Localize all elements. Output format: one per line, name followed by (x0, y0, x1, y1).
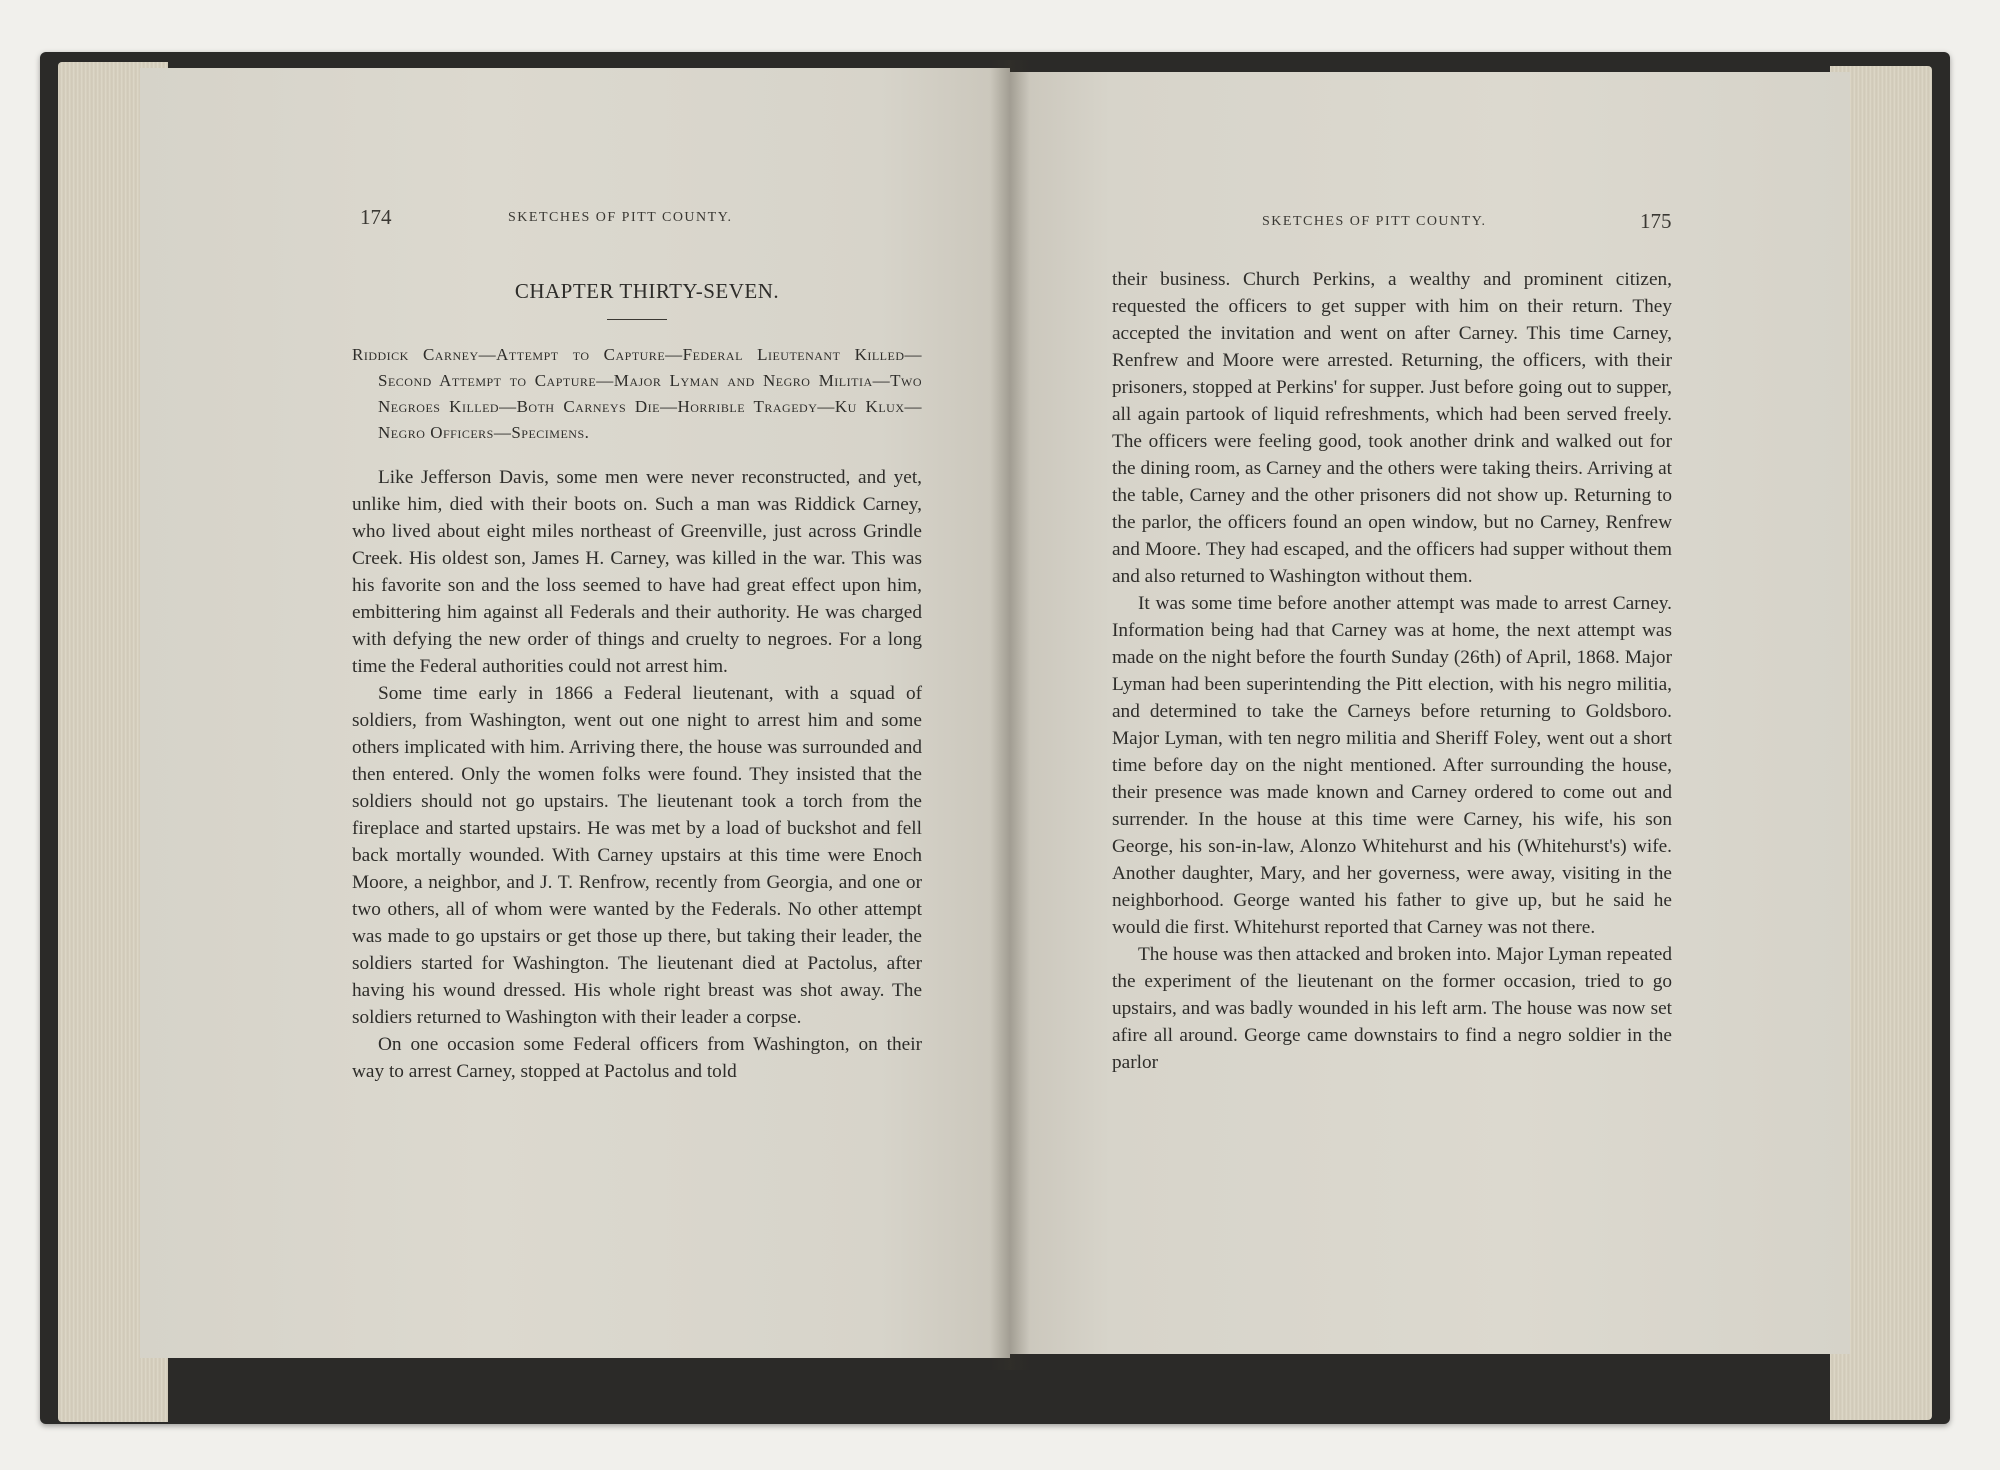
paragraph: On one occasion some Federal officers from Washington, on their way to arrest Carney, stopped at Pactolus and told (352, 1034, 922, 1082)
paragraph: Some time early in 1866 a Federal lieutenant, with a squad of soldiers, from Washington, went out one night to arrest him and some others implicated with him. Arriving there, the house was surrounded and then entered. Only the women folks were found. They insisted that the soldiers should not go upstairs. The lieutenant took a torch from the fireplace and started upstairs. He was met by a load of buckshot and fell back mortally wounded. With Carney upstairs at this time were Enoch Moore, a neighbor, and J. T. Renfrow, recently from Georgia, and one or two others, all of whom were wanted by the Federals. No other attempt was made to go upstairs or get those up there, but taking their leader, the soldiers started for Washington. The lieutenant died at Pactolus, after having his wound dressed. His whole right breast was shot away. The soldiers returned to Washington with their leader a corpse. (352, 683, 922, 1028)
book-gutter (990, 60, 1030, 1370)
title-rule (607, 319, 667, 320)
running-head: SKETCHES OF PITT COUNTY. (1262, 214, 1487, 229)
right-page-header (1010, 209, 1850, 244)
paragraph: The house was then attacked and broken into. Major Lyman repeated the experiment of the lieutenant on the former occasion, tried to go upstairs, and was badly wounded in his left arm. The house was now set afire all around. George came downstairs to find a negro soldier in the parlor (1112, 944, 1672, 1073)
left-page-header (140, 205, 1010, 240)
page-number: 174 (360, 205, 392, 229)
paragraph: their business. Church Perkins, a wealthy and prominent citizen, requested the officers to get supper with him on their return. They accepted the invitation and went on after Carney. This time Carney, Renfrew and Moore were arrested. Returning, the officers, with their prisoners, stopped at Perkins' for supper. Just before going out to supper, all again partook of liquid refreshments, which had been served freely. The officers were feeling good, took another drink and walked out for the dining room, as Carney and the others were taking theirs. Arriving at the table, Carney and the other prisoners did not show up. Returning to the parlor, the officers found an open window, but no Carney, Renfrew and Moore. They had escaped, and the officers had supper without them and also returned to Washington without them. (1112, 269, 1672, 587)
paragraph: It was some time before another attempt was made to arrest Carney. Information being had that Carney was at home, the next attempt was made on the night before the fourth Sunday (26th) of April, 1868. Major Lyman had been superintending the Pitt election, with his negro militia, and determined to take the Carneys before returning to Goldsboro. Major Lyman, with ten negro militia and Sheriff Foley, went out a short time before day on the night mentioned. After surrounding the house, their presence was made known and Carney ordered to come out and surrender. In the house at this time were Carney, his wife, his son George, his son-in-law, Alonzo Whitehurst and his (Whitehurst's) wife. Another daughter, Mary, and her governess, were away, visiting in the neighborhood. George wanted his father to give up, but he said he would die first. Whitehurst reported that Carney was not there. (1112, 593, 1672, 938)
left-page-body (352, 278, 922, 1085)
running-head: SKETCHES OF PITT COUNTY. (508, 210, 733, 225)
left-page (140, 68, 1010, 1358)
page-number: 175 (1640, 209, 1672, 233)
paragraph: Like Jefferson Davis, some men were never reconstructed, and yet, unlike him, died with their boots on. Such a man was Riddick Carney, who lived about eight miles northeast of Greenville, just across Grindle Creek. His oldest son, James H. Carney, was killed in the war. This was his favorite son and the loss seemed to have had great effect upon him, embittering him against all Federals and their authority. He was charged with defying the new order of things and cruelty to negroes. For a long time the Federal authorities could not arrest him. (352, 467, 922, 677)
chapter-title: CHAPTER THIRTY-SEVEN. (514, 279, 780, 303)
chapter-summary: Riddick Carney—Attempt to Capture—Federal Lieutenant Killed—Second Attempt to Capture—Major Lyman and Negro Militia—Two Negroes Killed—Both Carneys Die—Horrible Tragedy—Ku Klux—Negro Officers—Specimens. (352, 345, 922, 442)
right-page-body (1112, 266, 1672, 1076)
right-page (1010, 72, 1850, 1354)
